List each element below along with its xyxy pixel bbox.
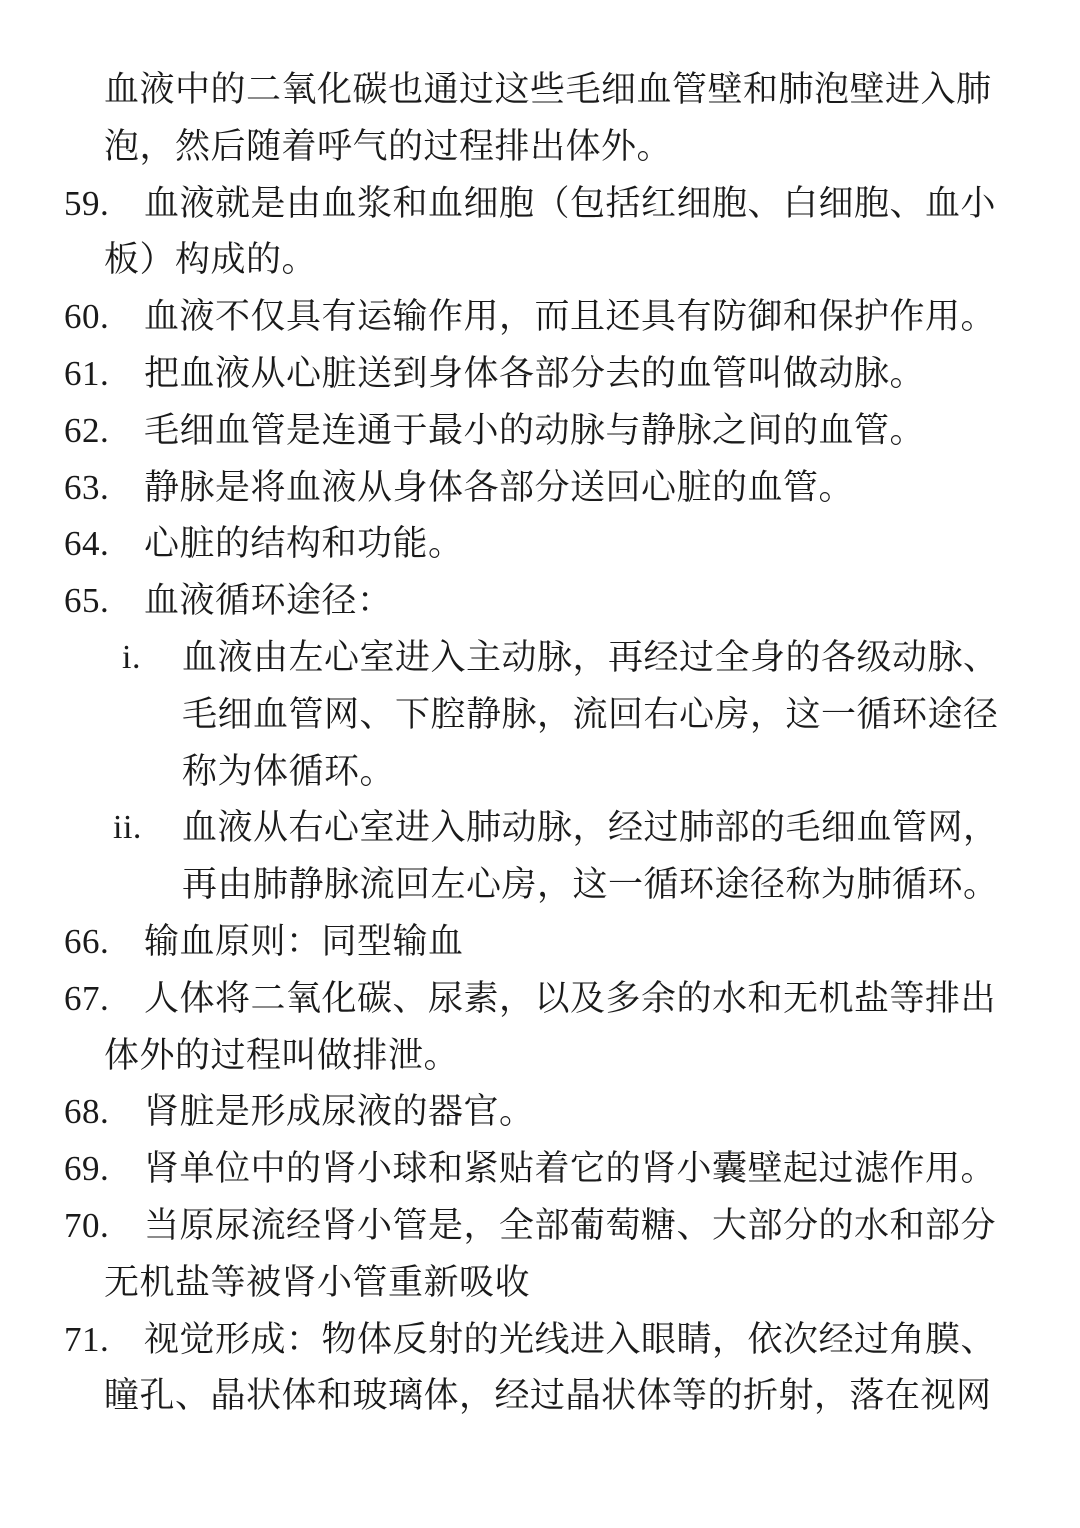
list-item (0, 516, 1080, 573)
sub-item-numeral: i. (122, 638, 141, 676)
text-line (0, 687, 1080, 744)
item-text: 血液不仅具有运输作用，而且还具有防御和保护作用。 (144, 297, 997, 338)
item-number: 59. (64, 183, 110, 223)
sub-list-item (0, 800, 1080, 857)
text-line (0, 119, 1080, 176)
item-text: 静脉是将血液从身体各部分送回心脏的血管。 (144, 467, 855, 508)
list-item (0, 914, 1080, 971)
list-item (0, 1141, 1080, 1198)
list-item (0, 971, 1080, 1028)
item-text: 当原尿流经肾小管是，全部葡萄糖、大部分的水和部分 (144, 1205, 997, 1246)
list-item (0, 1198, 1080, 1255)
item-text: 把血液从心脏送到身体各部分去的血管叫做动脉。 (144, 353, 926, 394)
text-line (0, 1368, 1080, 1425)
text-line (0, 1028, 1080, 1085)
list-item (0, 1312, 1080, 1369)
item-text: 人体将二氧化碳、尿素，以及多余的水和无机盐等排出 (144, 978, 997, 1019)
line-text: 板）构成的。 (104, 240, 318, 281)
item-text: 心脏的结构和功能。 (144, 524, 464, 565)
line-text: 瞳孔、晶状体和玻璃体，经过晶状体等的折射，落在视网 (104, 1376, 992, 1417)
sub-list-item (0, 630, 1080, 687)
text-line (0, 62, 1080, 119)
item-number: 70. (64, 1205, 110, 1245)
item-text: 输血原则：同型输血 (144, 921, 464, 962)
document-page (0, 62, 1080, 1425)
line-text: 称为体循环。 (182, 751, 396, 792)
list-item (0, 460, 1080, 517)
text-line (0, 744, 1080, 801)
list-item (0, 1084, 1080, 1141)
item-text: 肾脏是形成尿液的器官。 (144, 1092, 535, 1133)
item-number: 71. (64, 1319, 110, 1359)
sub-item-numeral: ii. (113, 809, 142, 847)
text-line (0, 857, 1080, 914)
line-text: 再由肺静脉流回左心房，这一循环途径称为肺循环。 (182, 865, 999, 906)
text-line (0, 1255, 1080, 1312)
line-text: 血液中的二氧化碳也通过这些毛细血管壁和肺泡壁进入肺 (104, 70, 992, 110)
item-text: 毛细血管是连通于最小的动脉与静脉之间的血管。 (144, 410, 926, 451)
item-number: 65. (64, 581, 110, 621)
item-number: 60. (64, 297, 110, 337)
list-item (0, 403, 1080, 460)
item-number: 61. (64, 353, 110, 393)
line-text: 体外的过程叫做排泄。 (104, 1035, 460, 1076)
sub-item-text: 血液从右心室进入肺动脉，经过肺部的毛细血管网， (182, 808, 999, 849)
item-number: 66. (64, 921, 110, 961)
item-number: 64. (64, 524, 110, 564)
line-text: 无机盐等被肾小管重新吸收 (104, 1262, 531, 1303)
item-text: 视觉形成：物体反射的光线进入眼睛，依次经过角膜、 (144, 1319, 997, 1360)
item-number: 68. (64, 1092, 110, 1132)
sub-item-text: 血液由左心室进入主动脉，再经过全身的各级动脉、 (182, 637, 999, 678)
line-text: 毛细血管网、下腔静脉，流回右心房，这一循环途径 (182, 694, 999, 735)
item-number: 63. (64, 467, 110, 507)
item-number: 67. (64, 978, 110, 1018)
list-item (0, 289, 1080, 346)
list-item (0, 573, 1080, 630)
item-text: 血液循环途径： (144, 581, 393, 622)
item-number: 62. (64, 410, 110, 450)
list-item (0, 346, 1080, 403)
text-line (0, 232, 1080, 289)
line-text: 泡，然后随着呼气的过程排出体外。 (104, 126, 673, 167)
item-number: 69. (64, 1149, 110, 1189)
item-text: 血液就是由血浆和血细胞（包括红细胞、白细胞、血小 (144, 183, 997, 224)
list-item (0, 176, 1080, 233)
item-text: 肾单位中的肾小球和紧贴着它的肾小囊壁起过滤作用。 (144, 1149, 997, 1190)
